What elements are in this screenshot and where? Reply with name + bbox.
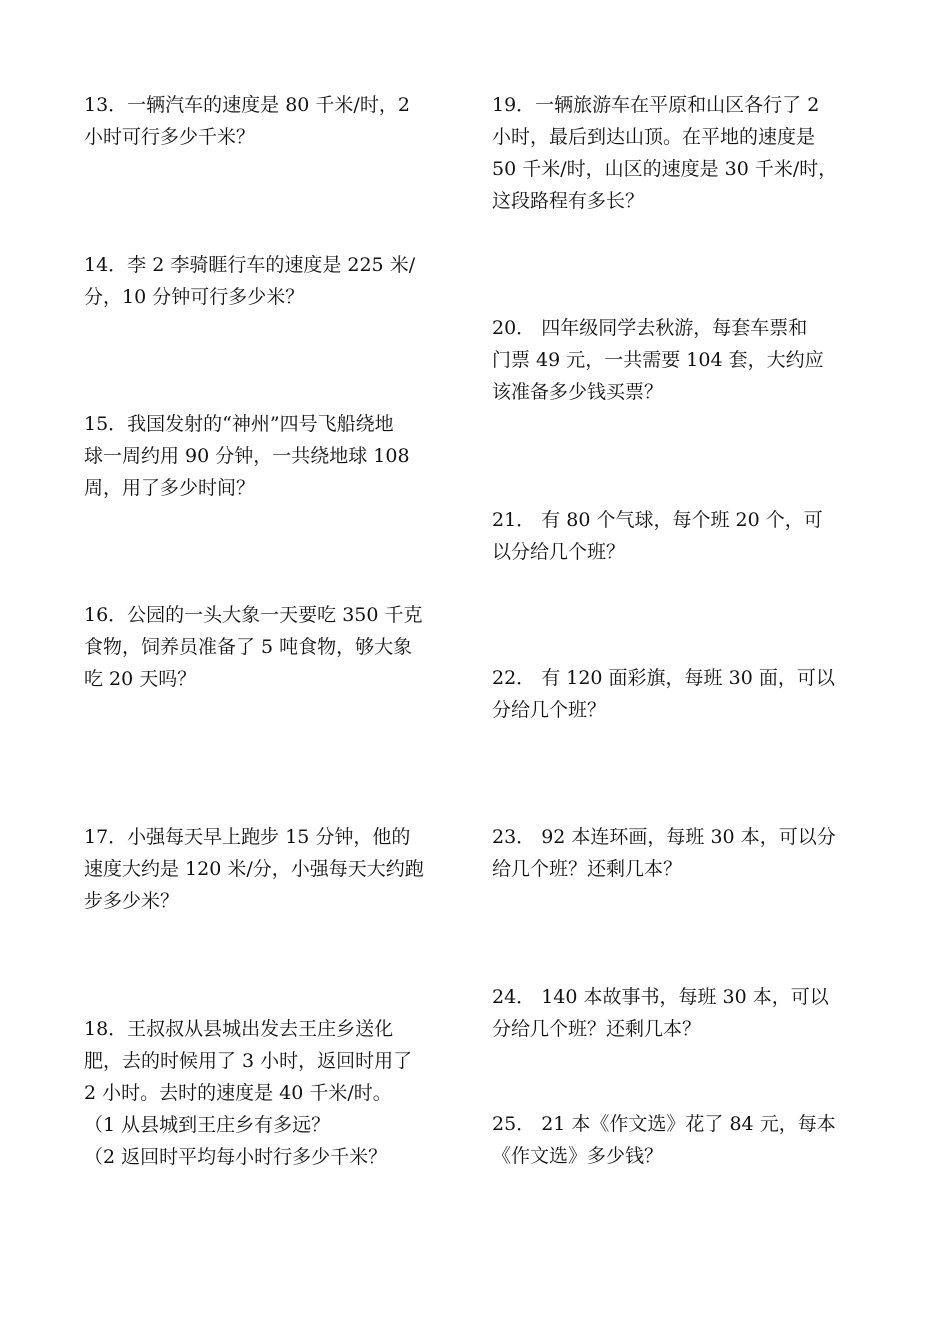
problem-line: 50 千米/时，山区的速度是 30 千米/时， bbox=[492, 158, 838, 180]
problem-line: 该准备多少钱买票？ bbox=[492, 381, 664, 403]
problem-23 bbox=[492, 821, 870, 885]
problem-line: 21． 有 80 个气球，每个班 20 个，可 bbox=[492, 509, 823, 531]
problem-18 bbox=[84, 1013, 462, 1173]
problem-line: 给几个班？还剩几本？ bbox=[492, 858, 683, 880]
problem-line: 《作文选》多少钱？ bbox=[492, 1145, 664, 1167]
problem-line: 球一周约用 90 分钟，一共绕地球 108 bbox=[84, 445, 410, 467]
problem-line: 2 小时。去时的速度是 40 千米/时。 bbox=[84, 1082, 392, 1104]
problem-line: 14．李 2 李骑睚行车的速度是 225 米/ bbox=[84, 254, 416, 276]
problem-19 bbox=[492, 89, 870, 217]
problem-subquestion: （1 从县城到王庄乡有多远？ bbox=[84, 1114, 331, 1136]
problem-17 bbox=[84, 821, 462, 917]
problem-line: 20． 四年级同学去秋游，每套车票和 bbox=[492, 317, 808, 339]
problem-line: 15．我国发射的“神州”四号飞船绕地 bbox=[84, 413, 394, 435]
problem-line: 分，10 分钟可行多少米？ bbox=[84, 286, 305, 308]
problem-25 bbox=[492, 1108, 870, 1172]
problem-15 bbox=[84, 408, 462, 504]
problem-line: 分给几个班？还剩几本？ bbox=[492, 1018, 702, 1040]
problem-line: 23． 92 本连环画，每班 30 本，可以分 bbox=[492, 826, 836, 848]
problem-13 bbox=[84, 89, 462, 153]
problem-line: 24． 140 本故事书，每班 30 本，可以 bbox=[492, 986, 829, 1008]
problem-line: 这段路程有多长？ bbox=[492, 190, 645, 212]
problem-line: 18．王叔叔从县城出发去王庄乡送化 bbox=[84, 1018, 394, 1040]
problem-line: 16．公园的一头大象一天要吃 350 千克 bbox=[84, 604, 423, 626]
problem-line: 速度大约是 120 米/分，小强每天大约跑 bbox=[84, 858, 424, 880]
problem-line: 吃 20 天吗？ bbox=[84, 668, 197, 690]
problem-line: 周，用了多少时间？ bbox=[84, 477, 256, 499]
problem-20 bbox=[492, 312, 870, 408]
problem-24 bbox=[492, 981, 870, 1045]
problem-subquestion: （2 返回时平均每小时行多少千米？ bbox=[84, 1146, 388, 1168]
problem-line: 肥，去的时候用了 3 小时，返回时用了 bbox=[84, 1050, 413, 1072]
problem-line: 食物，饲养员准备了 5 吨食物，够大象 bbox=[84, 636, 413, 658]
problem-line: 分给几个班？ bbox=[492, 699, 607, 721]
problem-line: 22． 有 120 面彩旗，每班 30 面，可以 bbox=[492, 667, 835, 689]
problem-14 bbox=[84, 249, 462, 313]
problem-21 bbox=[492, 504, 870, 568]
problem-line: 19．一辆旅游车在平原和山区各行了 2 bbox=[492, 94, 820, 116]
problem-16 bbox=[84, 599, 462, 695]
problem-line: 门票 49 元，一共需要 104 套，大约应 bbox=[492, 349, 824, 371]
problem-22 bbox=[492, 662, 870, 726]
problem-line: 17．小强每天早上跑步 15 分钟，他的 bbox=[84, 826, 411, 848]
problem-line: 小时可行多少千米？ bbox=[84, 126, 256, 148]
problem-line: 25． 21 本《作文选》花了 84 元，每本 bbox=[492, 1113, 836, 1135]
problem-line: 13．一辆汽车的速度是 80 千米/时，2 bbox=[84, 94, 410, 116]
problem-line: 步多少米？ bbox=[84, 890, 180, 912]
problem-line: 小时，最后到达山顶。在平地的速度是 bbox=[492, 126, 816, 148]
problem-line: 以分给几个班？ bbox=[492, 541, 626, 563]
